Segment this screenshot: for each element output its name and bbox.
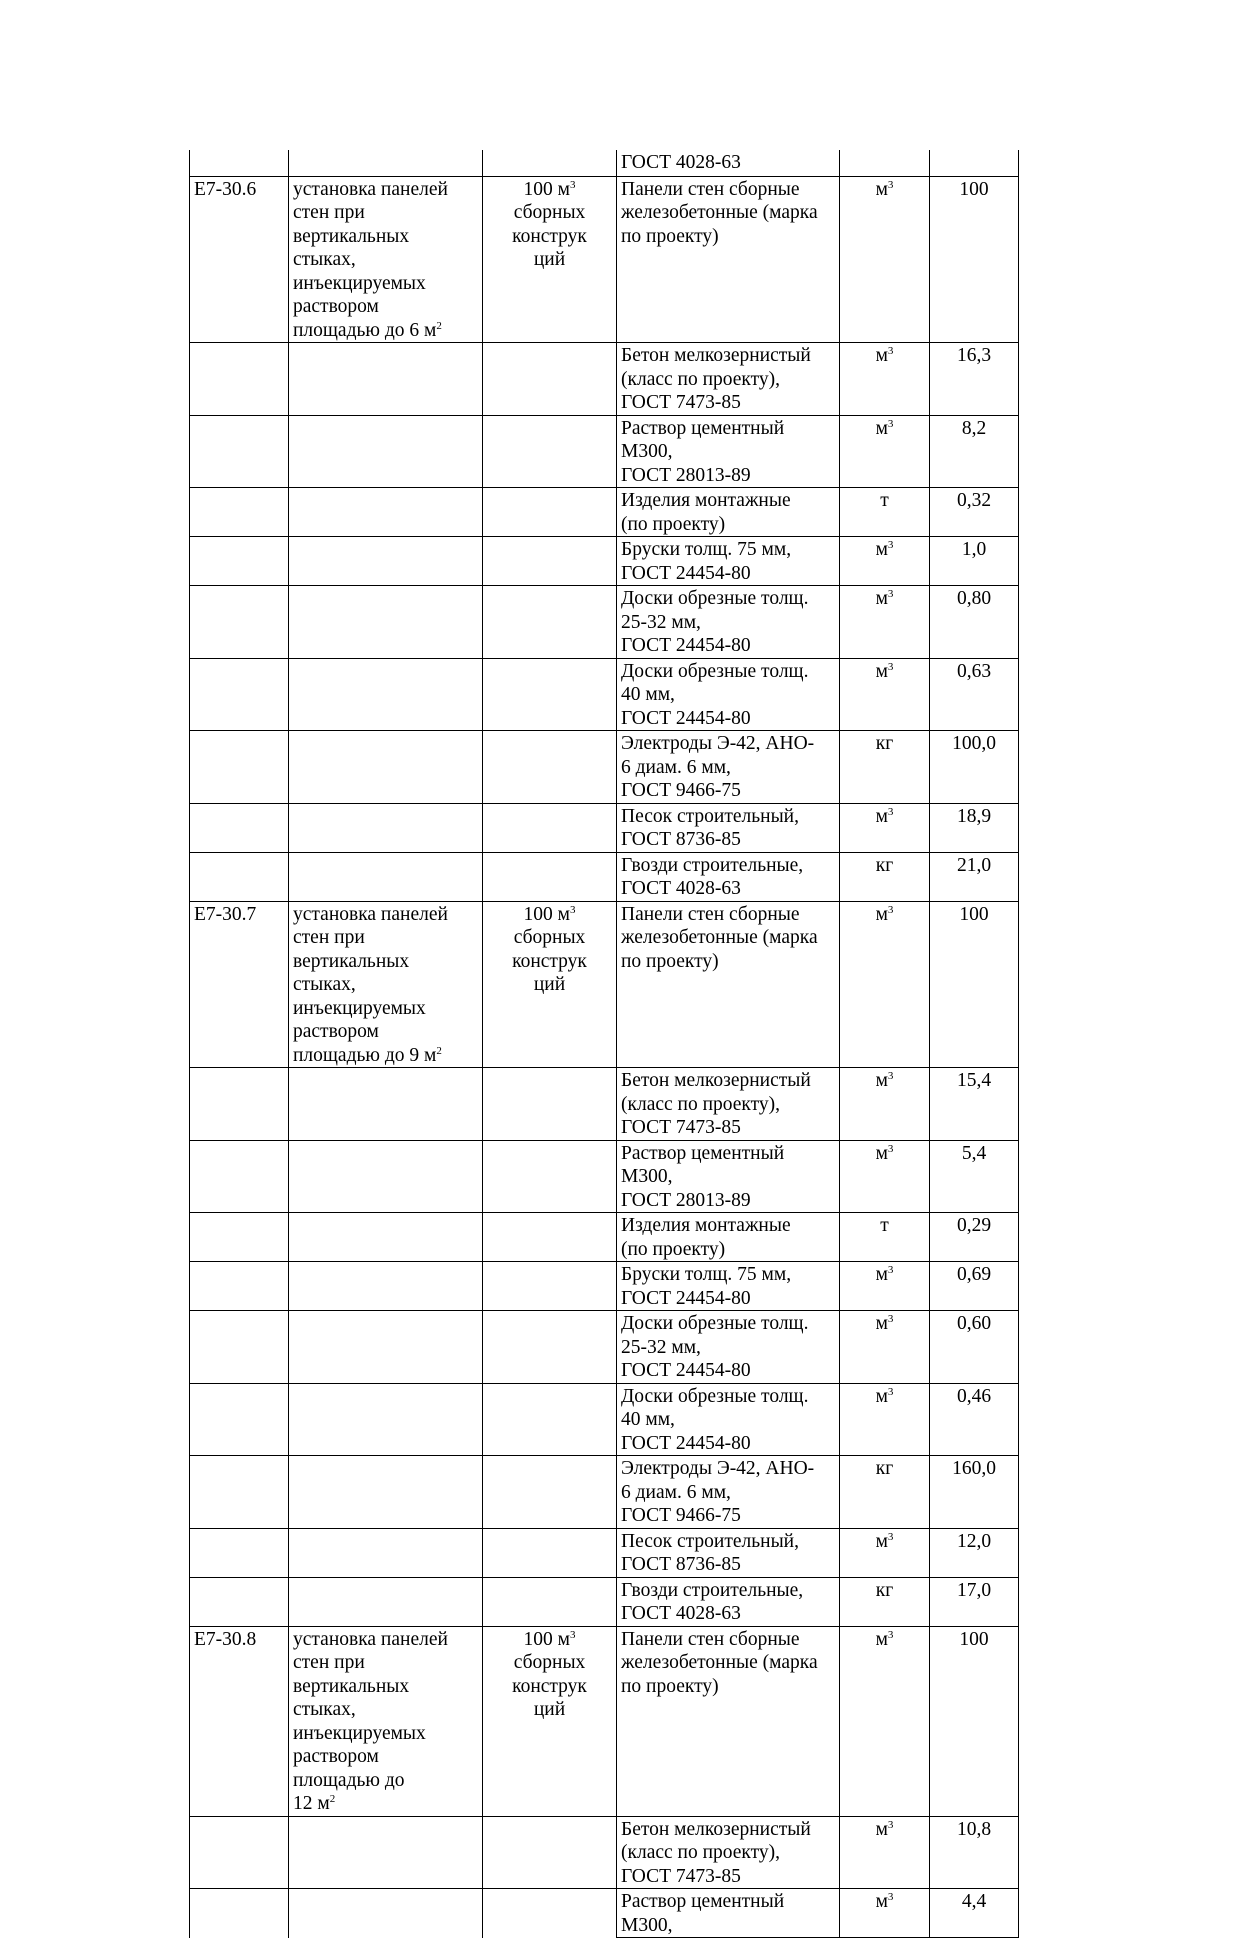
resource-name: Бетон мелкозернистый (класс по проекту), ГОСТ 7473-85: [617, 1068, 840, 1141]
resource-name: Бруски толщ. 75 мм, ГОСТ 24454-80: [617, 537, 840, 586]
resource-quantity: 0,80: [930, 586, 1019, 659]
resource-name: Песок строительный, ГОСТ 8736-85: [617, 1528, 840, 1577]
resource-name: Песок строительный, ГОСТ 8736-85: [617, 803, 840, 852]
table-row: [190, 658, 1019, 731]
table-row: [190, 731, 1019, 804]
table-row: [190, 176, 1019, 343]
resource-measure: $м^3$: [840, 176, 930, 343]
resource-measure: $м^3$: [840, 803, 930, 852]
norm-name: установка панелей стен при вертикальных стыках, инъекцируемых раствором площадью до 9 $м^2$: [289, 901, 483, 1068]
norm-code: Е7-30.6: [190, 176, 289, 343]
resource-quantity: 100: [930, 176, 1019, 343]
table-row: [190, 1383, 1019, 1456]
resource-measure: $м^3$: [840, 1889, 930, 1938]
resource-quantity: 160,0: [930, 1456, 1019, 1529]
resource-quantity: 100: [930, 1626, 1019, 1816]
table-row: [190, 1626, 1019, 1816]
resource-quantity: 100,0: [930, 731, 1019, 804]
resource-quantity: 8,2: [930, 415, 1019, 488]
resource-measure: кг: [840, 852, 930, 901]
resource-quantity: 100: [930, 901, 1019, 1068]
resource-quantity: 1,0: [930, 537, 1019, 586]
resource-measure: $м^3$: [840, 415, 930, 488]
resource-quantity: 18,9: [930, 803, 1019, 852]
resource-name: Доски обрезные толщ. 25-32 мм, ГОСТ 24454-80: [617, 1311, 840, 1384]
measure-cell: [840, 150, 930, 176]
resource-name: Панели стен сборные железобетонные (марка по проекту): [617, 1626, 840, 1816]
resource-quantity: 0,69: [930, 1262, 1019, 1311]
table-row: [190, 1140, 1019, 1213]
resource-measure: $м^3$: [840, 1528, 930, 1577]
resource-name: Бруски толщ. 75 мм, ГОСТ 24454-80: [617, 1262, 840, 1311]
resource-quantity: 17,0: [930, 1577, 1019, 1626]
table-row: [190, 901, 1019, 1068]
resource-quantity: 12,0: [930, 1528, 1019, 1577]
resource-quantity: 0,32: [930, 488, 1019, 537]
resource-measure: $м^3$: [840, 1140, 930, 1213]
resource-name: Доски обрезные толщ. 40 мм, ГОСТ 24454-80: [617, 658, 840, 731]
resource-name: Панели стен сборные железобетонные (марка по проекту): [617, 176, 840, 343]
resource-quantity: 15,4: [930, 1068, 1019, 1141]
norm-unit: 100 $м^3$ сборных конструк ций: [483, 901, 617, 1068]
resource-measure: т: [840, 488, 930, 537]
resource-quantity: 0,29: [930, 1213, 1019, 1262]
resource-quantity: 10,8: [930, 1816, 1019, 1889]
carry-over-row: [190, 150, 1019, 176]
table-row: [190, 488, 1019, 537]
table-row: [190, 852, 1019, 901]
table-row: [190, 1068, 1019, 1141]
resource-name: Панели стен сборные железобетонные (марка по проекту): [617, 901, 840, 1068]
resource-measure: $м^3$: [840, 586, 930, 659]
resource-measure: кг: [840, 731, 930, 804]
resource-name: Бетон мелкозернистый (класс по проекту), ГОСТ 7473-85: [617, 1816, 840, 1889]
resource-quantity: 0,63: [930, 658, 1019, 731]
table-row: [190, 1311, 1019, 1384]
table-row: [190, 1456, 1019, 1529]
norm-code: Е7-30.8: [190, 1626, 289, 1816]
table-row: [190, 1577, 1019, 1626]
quantity-cell: [930, 150, 1019, 176]
table-row: [190, 415, 1019, 488]
table-row: [190, 1816, 1019, 1889]
name-cell: [289, 150, 483, 176]
resource-name: Бетон мелкозернистый (класс по проекту), ГОСТ 7473-85: [617, 343, 840, 416]
resource-quantity: 0,60: [930, 1311, 1019, 1384]
resource-quantity: 5,4: [930, 1140, 1019, 1213]
resource-name: Гвозди строительные, ГОСТ 4028-63: [617, 1577, 840, 1626]
resource-name: Раствор цементный М300, ГОСТ 28013-89: [617, 415, 840, 488]
resource-measure: $м^3$: [840, 1383, 930, 1456]
norm-name: установка панелей стен при вертикальных стыках, инъекцируемых раствором площадью до 6 $м^2$: [289, 176, 483, 343]
resource-name: Раствор цементный М300, ГОСТ 28013-89: [617, 1140, 840, 1213]
resource-measure: $м^3$: [840, 343, 930, 416]
table-row: [190, 586, 1019, 659]
norm-unit: 100 $м^3$ сборных конструк ций: [483, 176, 617, 343]
resource-name: Раствор цементный М300,: [617, 1889, 840, 1938]
resource-quantity: 16,3: [930, 343, 1019, 416]
resource-measure: кг: [840, 1577, 930, 1626]
resource-measure: $м^3$: [840, 537, 930, 586]
resource-name: Доски обрезные толщ. 25-32 мм, ГОСТ 24454-80: [617, 586, 840, 659]
table-row: [190, 803, 1019, 852]
resource-measure: $м^3$: [840, 1816, 930, 1889]
resource-name: Электроды Э-42, АНО- 6 диам. 6 мм, ГОСТ 9466-75: [617, 1456, 840, 1529]
resource-name: Изделия монтажные (по проекту): [617, 488, 840, 537]
resource-measure: $м^3$: [840, 901, 930, 1068]
resource-quantity: 4,4: [930, 1889, 1019, 1938]
resource-measure: $м^3$: [840, 1626, 930, 1816]
norm-name: установка панелей стен при вертикальных стыках, инъекцируемых раствором площадью до 12 $м^2$: [289, 1626, 483, 1816]
norms-table: [189, 150, 1019, 1938]
resource-name: Электроды Э-42, АНО- 6 диам. 6 мм, ГОСТ 9466-75: [617, 731, 840, 804]
resource-measure: $м^3$: [840, 1311, 930, 1384]
resource-measure: $м^3$: [840, 1262, 930, 1311]
resource-name: Доски обрезные толщ. 40 мм, ГОСТ 24454-80: [617, 1383, 840, 1456]
resource-quantity: 0,46: [930, 1383, 1019, 1456]
table-row: [190, 537, 1019, 586]
resource-name: Изделия монтажные (по проекту): [617, 1213, 840, 1262]
resource-measure: т: [840, 1213, 930, 1262]
resource-measure: $м^3$: [840, 658, 930, 731]
table-row: [190, 1528, 1019, 1577]
resource-measure: $м^3$: [840, 1068, 930, 1141]
resource-quantity: 21,0: [930, 852, 1019, 901]
unit-cell: [483, 150, 617, 176]
table-row: [190, 1889, 1019, 1938]
norm-unit: 100 $м^3$ сборных конструк ций: [483, 1626, 617, 1816]
resource-measure: кг: [840, 1456, 930, 1529]
table-row: [190, 1262, 1019, 1311]
table-row: [190, 1213, 1019, 1262]
table-row: [190, 343, 1019, 416]
resource-name: Гвозди строительные, ГОСТ 4028-63: [617, 852, 840, 901]
norm-code: Е7-30.7: [190, 901, 289, 1068]
resource-cell: ГОСТ 4028-63: [617, 150, 840, 176]
code-cell: [190, 150, 289, 176]
